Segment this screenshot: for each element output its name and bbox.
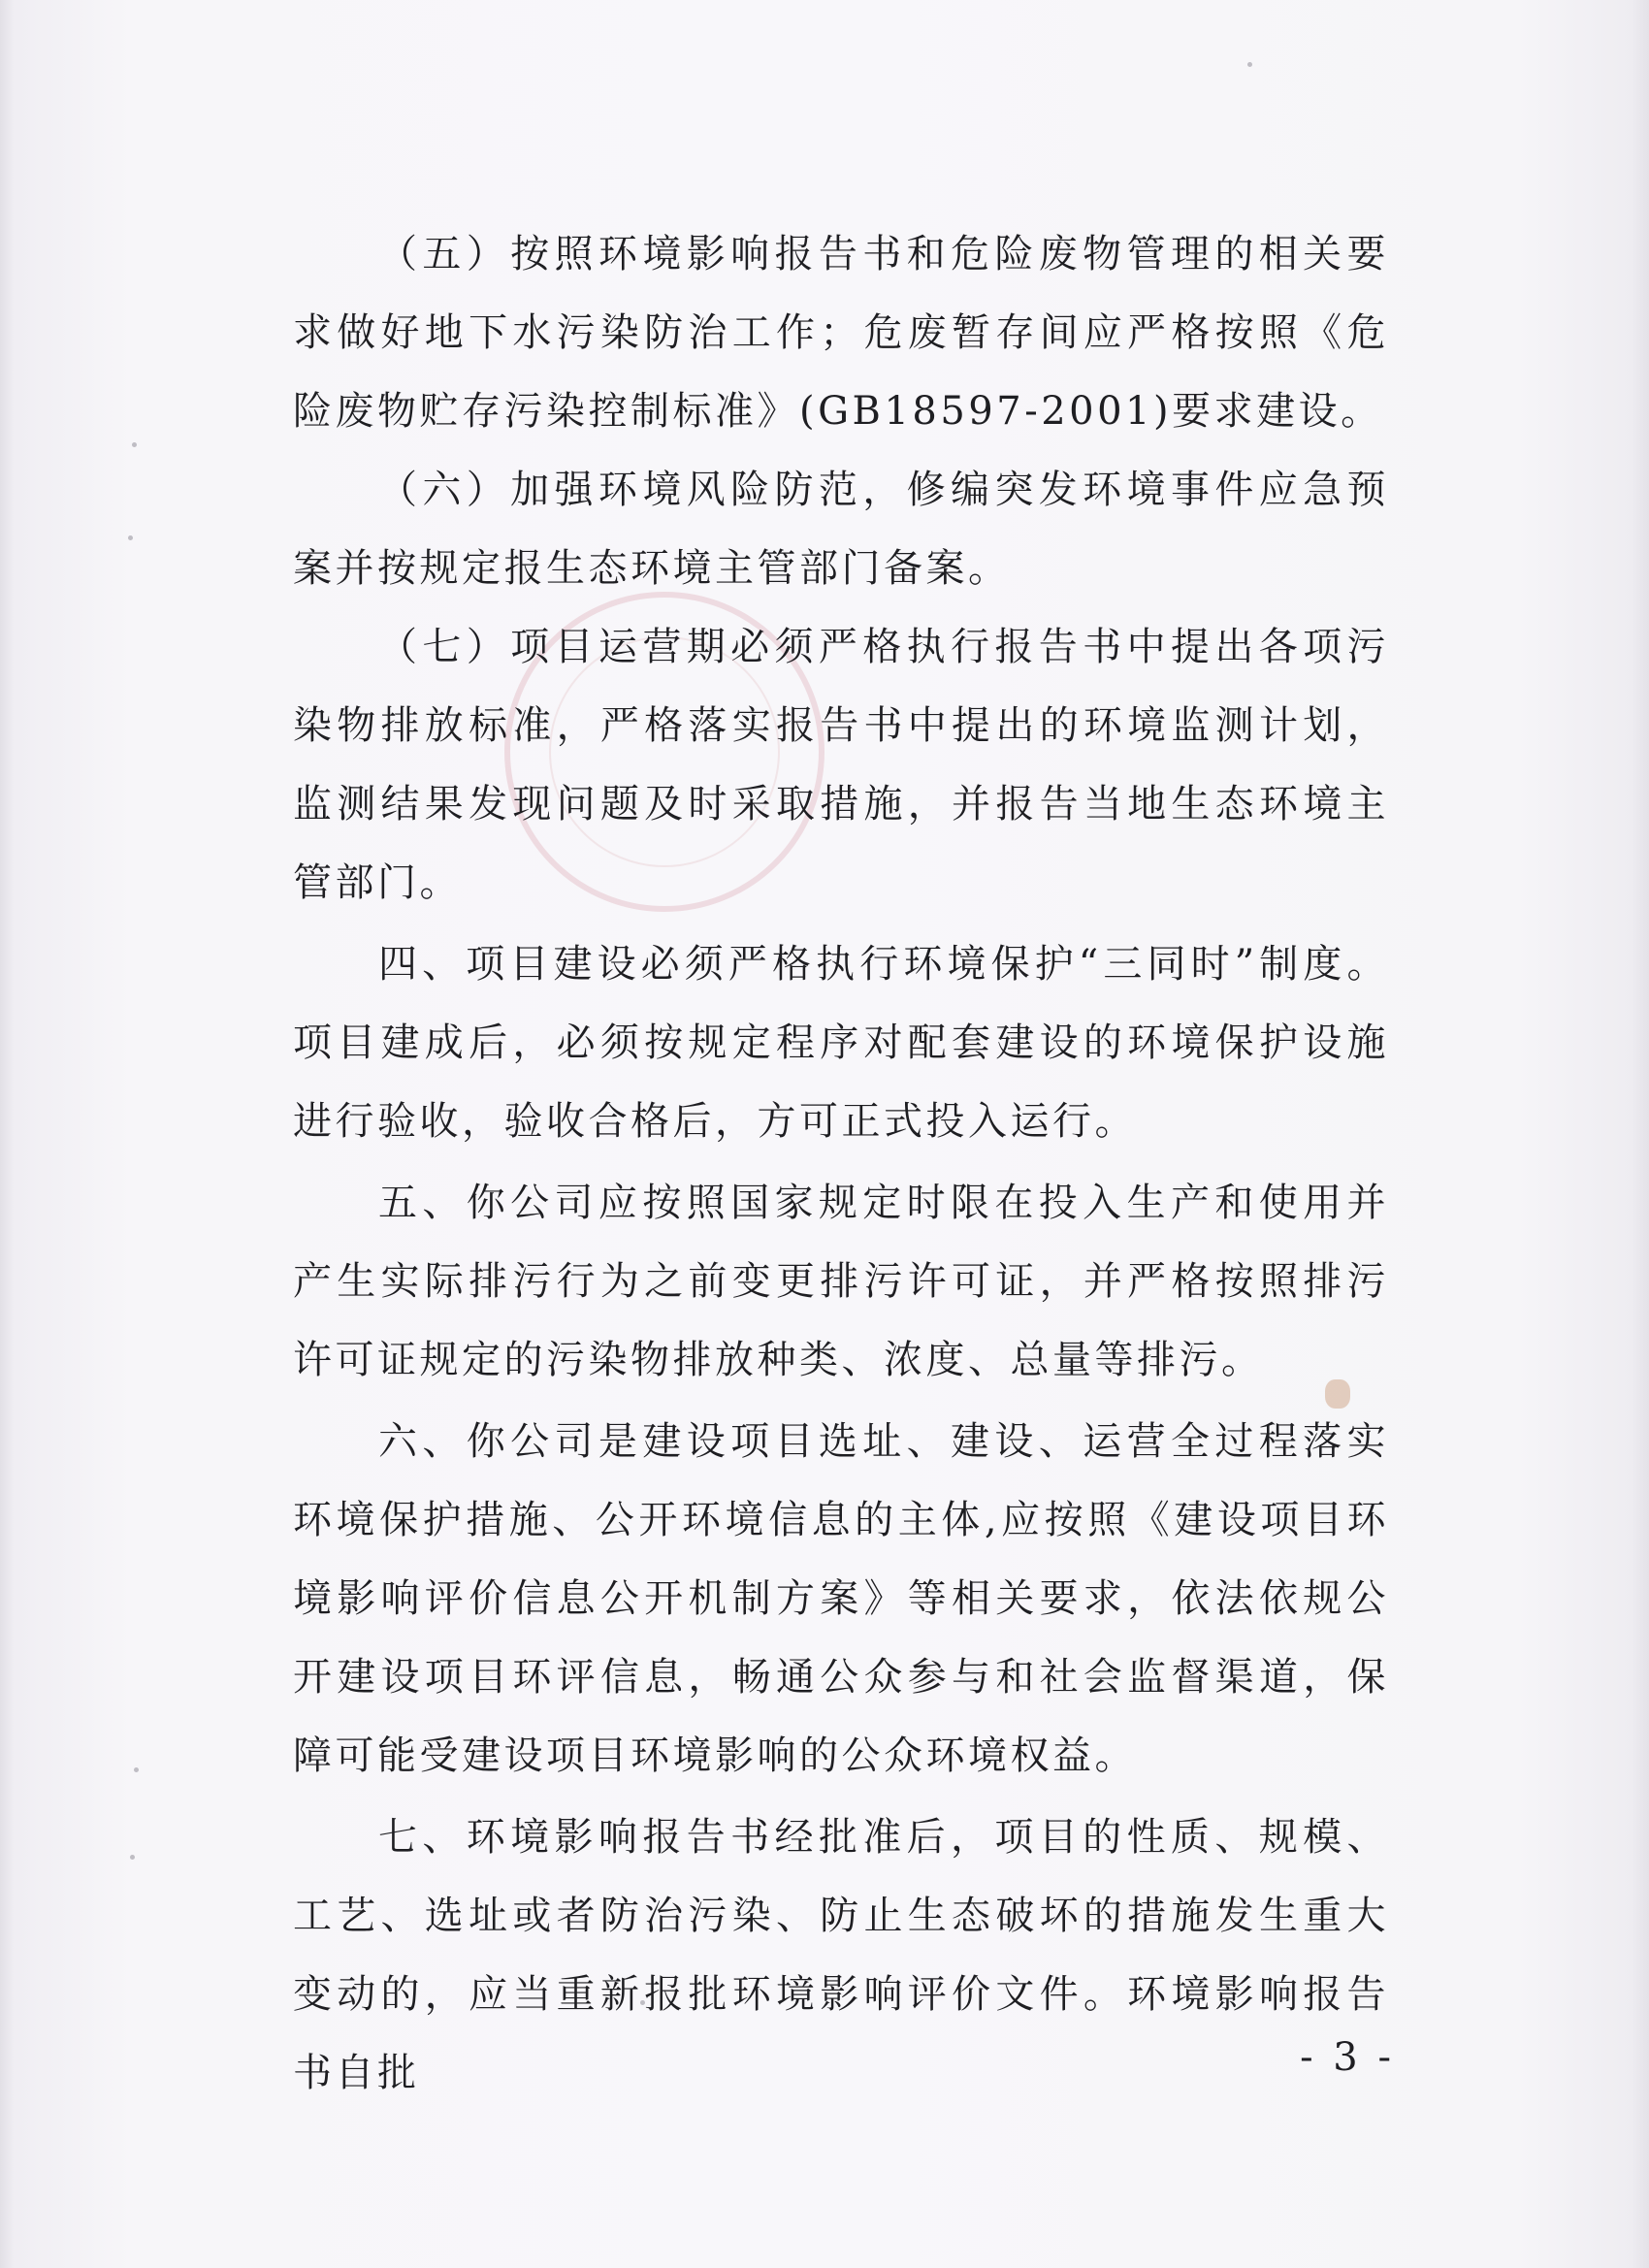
page-right-edge-shadow (1632, 0, 1649, 2268)
paragraph-section-7: 七、环境影响报告书经批准后，项目的性质、规模、工艺、选址或者防治污染、防止生态破坏的措施发生重大变动的，应当重新报批环境影响评价文件。环境影响报告书自批 (293, 1815, 1389, 2095)
paragraph-item-5: （五）按照环境影响报告书和危险废物管理的相关要求做好地下水污染防治工作；危废暂存间应严格按照《危险废物贮存污染控制标准》(GB18597-2001)要求建设。 (293, 232, 1389, 434)
paragraph-item-6: （六）加强环境风险防范，修编突发环境事件应急预案并按规定报生态环境主管部门备案。 (293, 468, 1389, 591)
scan-speck (128, 535, 133, 540)
paragraph-section-6: 六、你公司是建设项目选址、建设、运营全过程落实环境保护措施、公开环境信息的主体,应按照《建设项目环境影响评价信息公开机制方案》等相关要求，依法依规公开建设项目环评信息，畅通公众参与和社会监督渠道，保障可能受建设项目环境影响的公众环境权益。 (293, 1419, 1389, 1778)
document-body (293, 215, 1389, 2113)
scan-speck (132, 442, 137, 447)
scan-speck (1247, 62, 1252, 67)
page-number: - 3 - (1300, 2035, 1395, 2080)
paragraph-section-4: 四、项目建设必须严格执行环境保护“三同时”制度。项目建成后，必须按规定程序对配套建设的环境保护设施进行验收，验收合格后，方可正式投入运行。 (293, 942, 1389, 1144)
scan-speck (134, 1767, 139, 1772)
paragraph-item-7: （七）项目运营期必须严格执行报告书中提出各项污染物排放标准，严格落实报告书中提出的环境监测计划，监测结果发现问题及时采取措施，并报告当地生态环境主管部门。 (293, 625, 1389, 905)
paragraph-section-5: 五、你公司应按照国家规定时限在投入生产和使用并产生实际排污行为之前变更排污许可证，并严格按照排污许可证规定的污染物排放种类、浓度、总量等排污。 (293, 1181, 1389, 1382)
scan-speck (130, 1855, 135, 1860)
page-left-edge-shadow (0, 0, 14, 2268)
